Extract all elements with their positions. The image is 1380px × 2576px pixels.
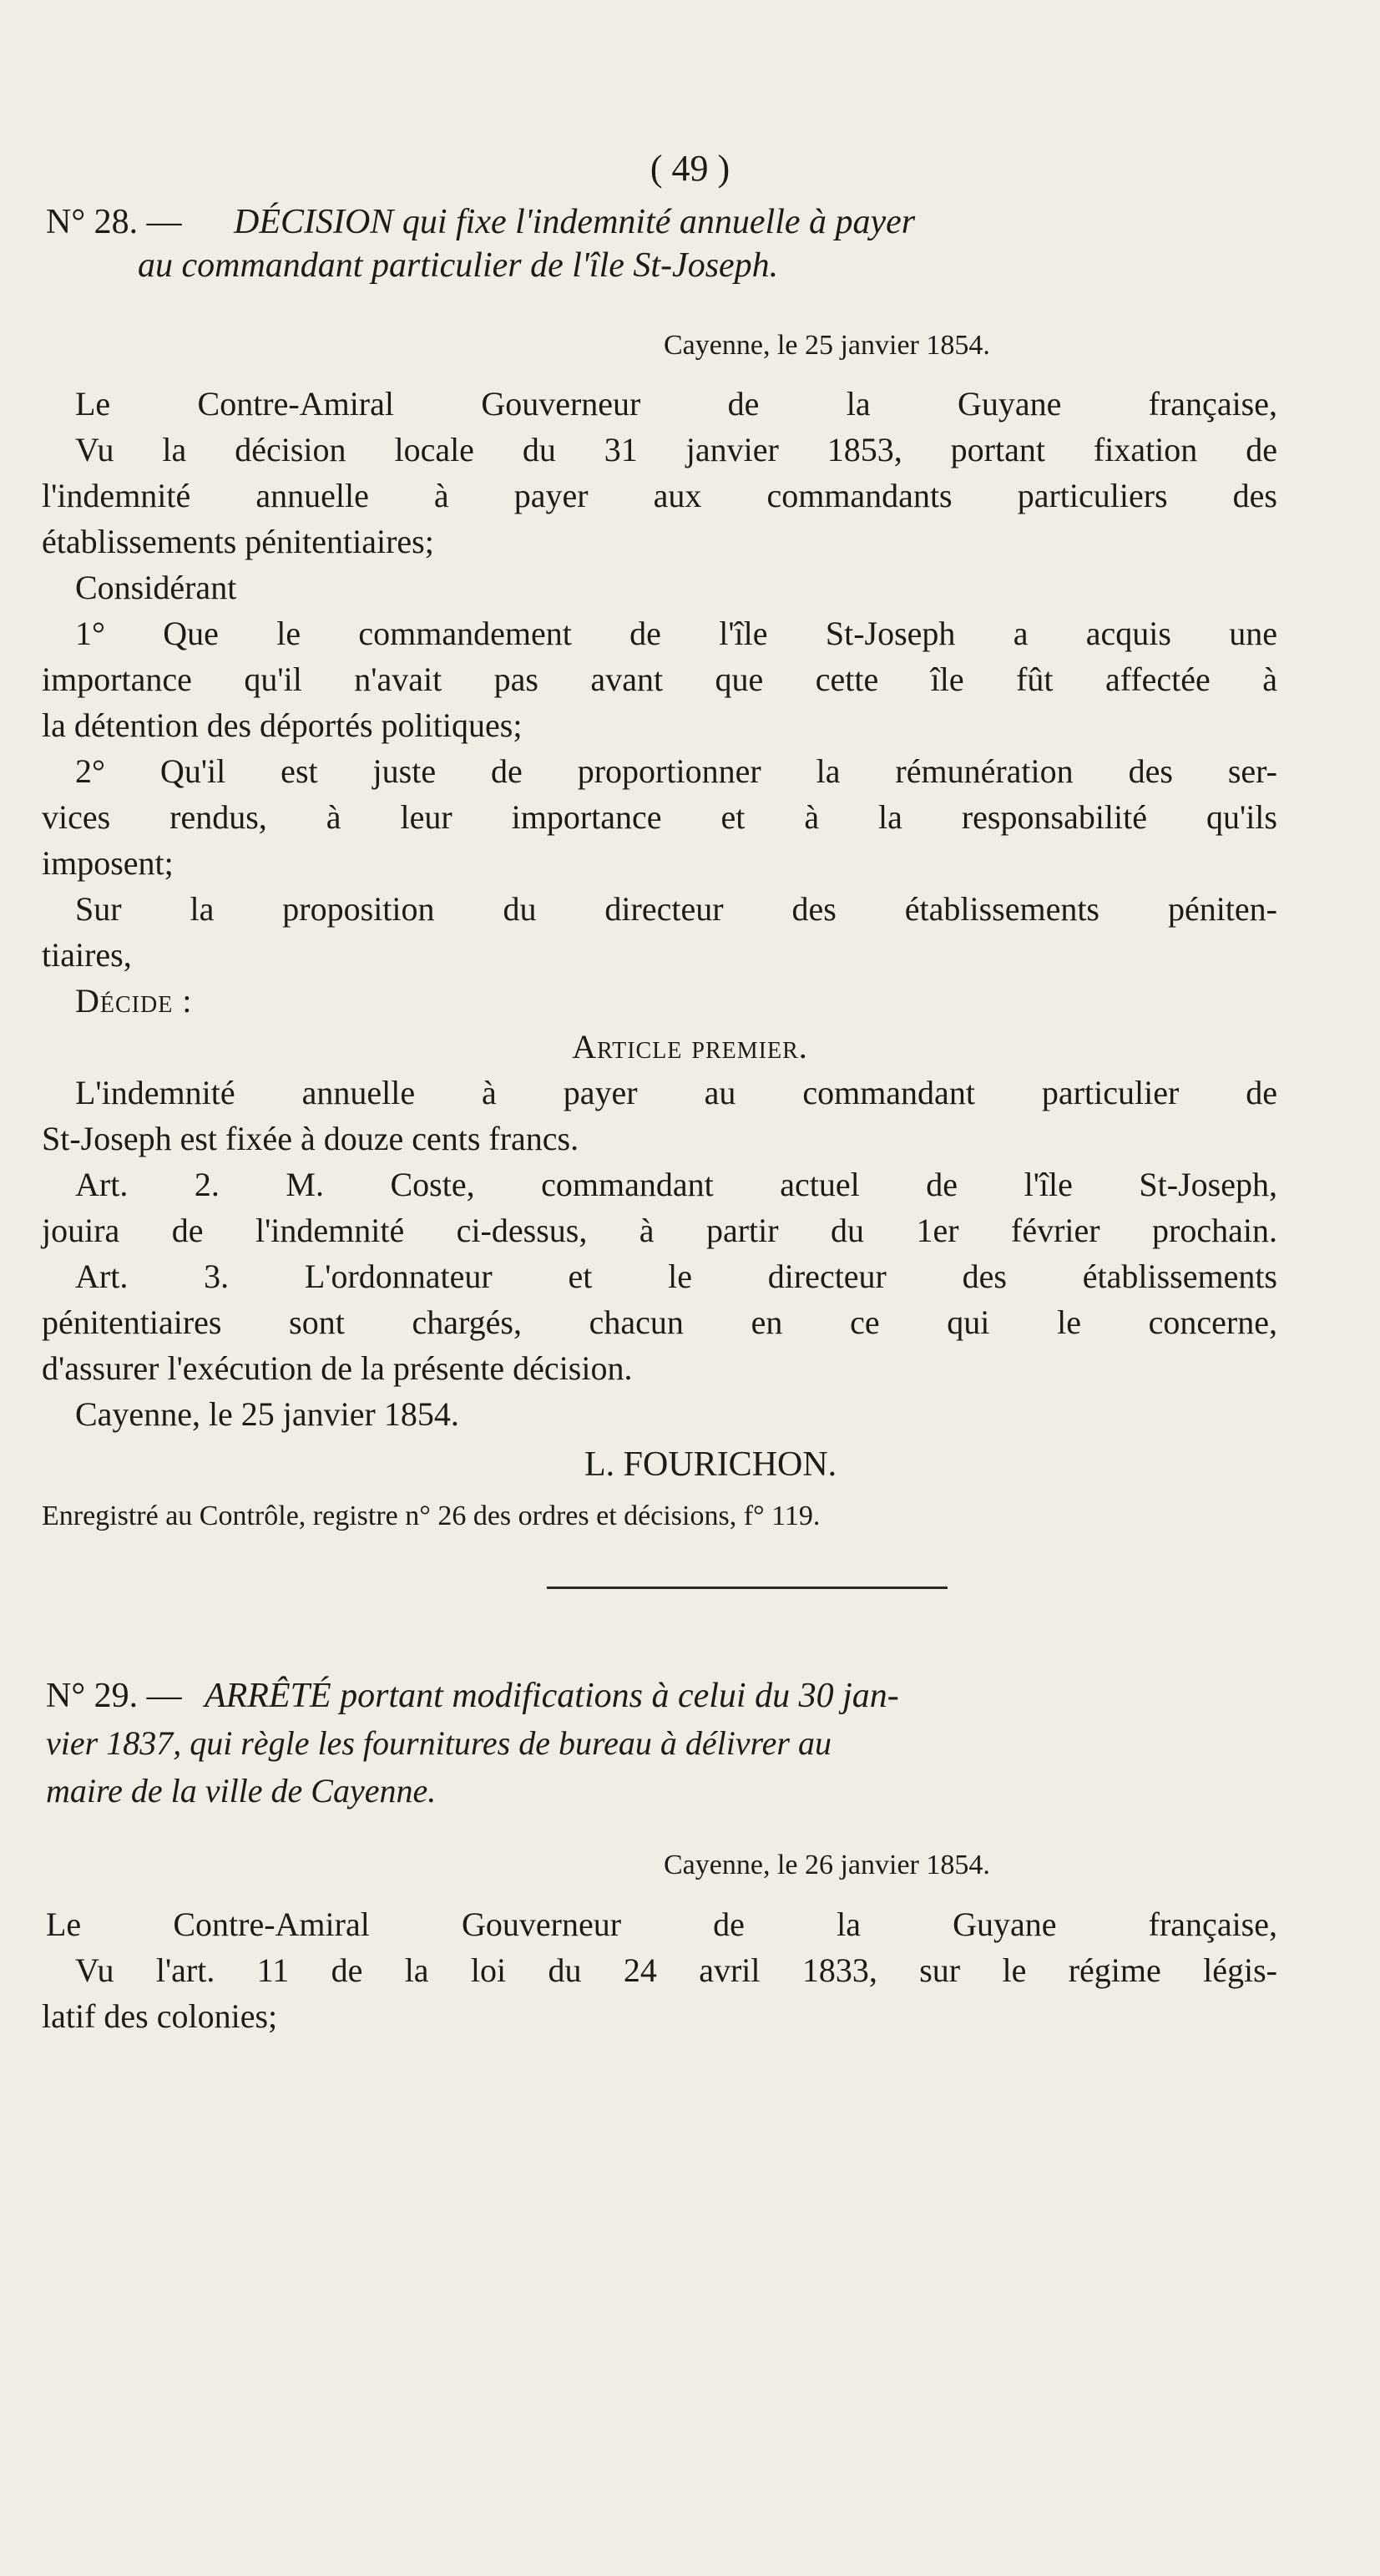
body-line: 2° Qu'il est juste de proportionner la rémunération des ser- <box>75 752 1277 790</box>
signature: L. FOURICHON. <box>584 1445 837 1484</box>
body-line: tiaires, <box>42 936 132 974</box>
body-line: l'indemnité annuelle à payer aux commandants particuliers des <box>42 477 1277 514</box>
section-28-title-line2: au commandant particulier de l'île St-Joseph. <box>138 246 779 285</box>
body-line: jouira de l'indemnité ci-dessus, à partir du 1er février prochain. <box>42 1212 1277 1249</box>
section-29-title-line2: vier 1837, qui règle les fournitures de bureau à délivrer au <box>46 1724 832 1762</box>
body-line: imposent; <box>42 844 174 882</box>
body-line: latif des colonies; <box>42 1997 278 2035</box>
body-line: d'assurer l'exécution de la présente décision. <box>42 1349 633 1387</box>
body-line: Vu l'art. 11 de la loi du 24 avril 1833, sur le régime légis- <box>75 1951 1277 1989</box>
section-29-title-line1: ARRÊTÉ portant modifications à celui du 30 jan- <box>205 1677 899 1715</box>
body-line: la détention des déportés politiques; <box>42 706 523 744</box>
body-line: Art. 2. M. Coste, commandant actuel de l'île St-Joseph, <box>75 1166 1277 1203</box>
body-line: Sur la proposition du directeur des établissements péniten- <box>75 890 1277 928</box>
body-line: Vu la décision locale du 31 janvier 1853, portant fixation de <box>75 431 1277 468</box>
body-line: établissements pénitentiaires; <box>42 523 434 560</box>
body-line: importance qu'il n'avait pas avant que cette île fût affectée à <box>42 660 1277 698</box>
body-line: vices rendus, à leur importance et à la responsabilité qu'ils <box>42 798 1277 836</box>
decide-label: Décide : <box>75 982 193 1020</box>
section-28-title-line1: DÉCISION qui fixe l'indemnité annuelle à payer <box>234 203 916 241</box>
body-line: L'indemnité annuelle à payer au commandant particulier de <box>75 1074 1277 1111</box>
body-line: Le Contre-Amiral Gouverneur de la Guyane française, <box>46 1905 1277 1943</box>
section-29-number: N° 29. — <box>46 1677 182 1715</box>
section-29-title-line3: maire de la ville de Cayenne. <box>46 1772 437 1809</box>
body-line: 1° Que le commandement de l'île St-Joseph a acquis une <box>75 615 1277 652</box>
body-line: Art. 3. L'ordonnateur et le directeur des établissements <box>75 1258 1277 1295</box>
body-line: Cayenne, le 25 janvier 1854. <box>75 1395 459 1433</box>
section-divider <box>547 1587 948 1589</box>
section-28-number: N° 28. — <box>46 203 182 241</box>
body-line: St-Joseph est fixée à douze cents francs. <box>42 1120 579 1157</box>
section-29-dateline: Cayenne, le 26 janvier 1854. <box>664 1850 990 1880</box>
body-line: Considérant <box>75 569 237 606</box>
article-heading: Article premier. <box>572 1028 808 1065</box>
page-number: ( 49 ) <box>650 148 730 189</box>
body-line: pénitentiaires sont chargés, chacun en ce qui le concerne, <box>42 1303 1277 1341</box>
registration-note: Enregistré au Contrôle, registre n° 26 des ordres et décisions, f° 119. <box>42 1501 821 1531</box>
body-line: Le Contre-Amiral Gouverneur de la Guyane française, <box>75 385 1277 423</box>
section-28-dateline: Cayenne, le 25 janvier 1854. <box>664 330 990 361</box>
